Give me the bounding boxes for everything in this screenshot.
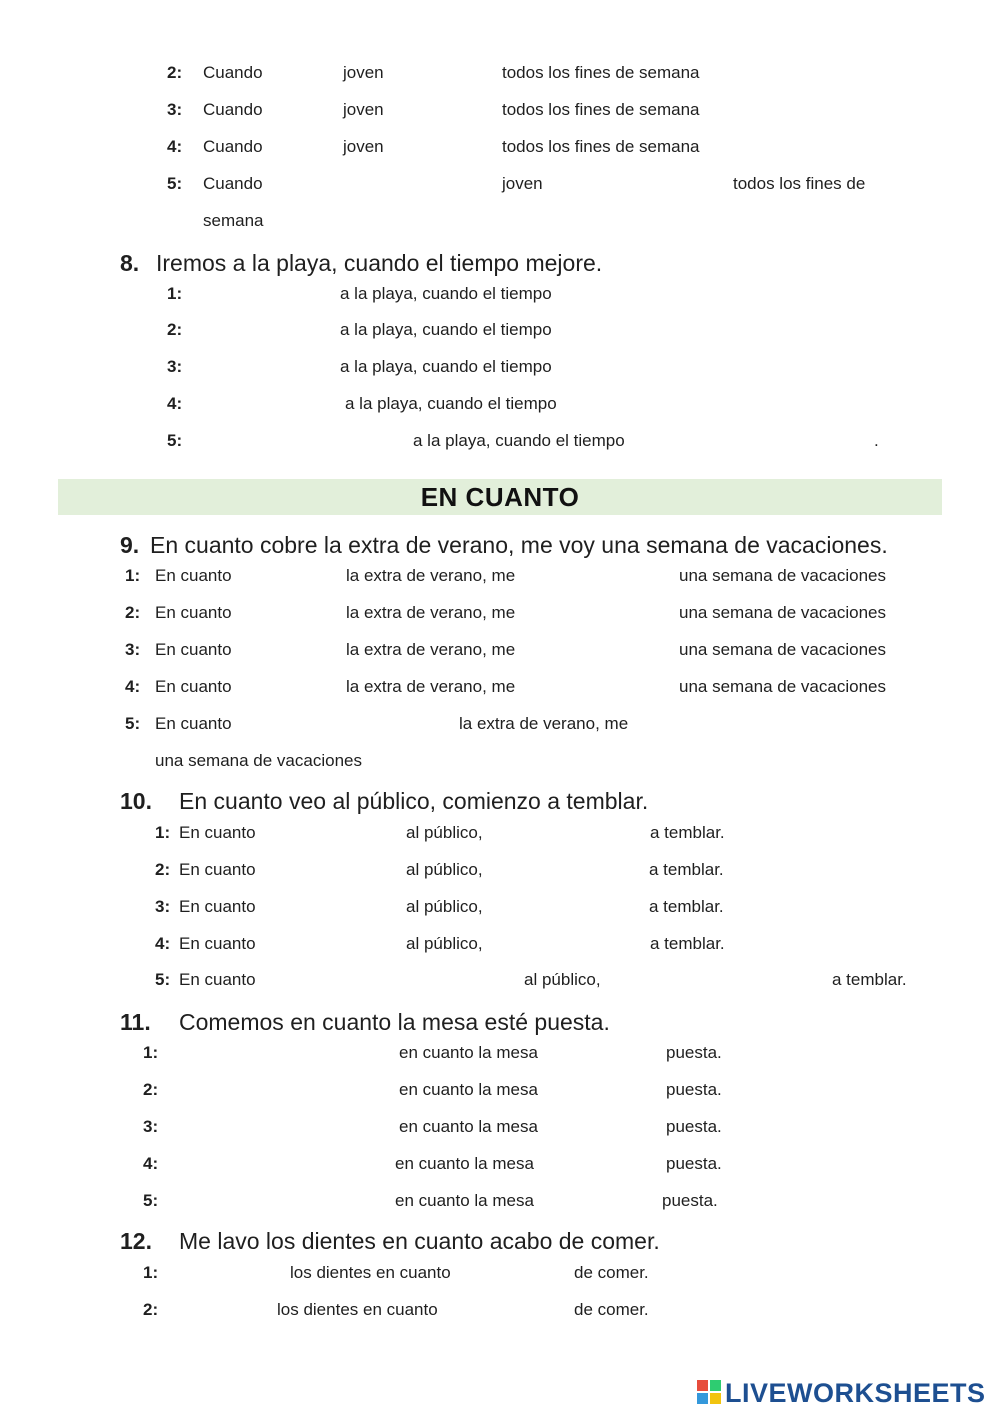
logo-text: LIVEWORKSHEETS [725,1378,986,1408]
answer-input[interactable] [496,858,644,880]
row-text: En cuanto [155,677,232,696]
row-text: a temblar. [650,823,725,842]
answer-input[interactable] [393,61,497,83]
answer-input[interactable] [549,1152,661,1174]
answer-input[interactable] [266,858,400,880]
row-text: de comer. [574,1300,649,1319]
row-text: En cuanto [179,934,256,953]
answer-input[interactable] [242,638,342,660]
answer-input[interactable] [456,1298,568,1320]
row-text: la extra de verano, me [346,603,516,622]
answer-input[interactable] [168,1078,394,1100]
answer-input[interactable] [393,135,497,157]
row-text: todos los fines de [733,174,866,193]
logo-grid-icon [697,1380,721,1404]
row-number: 2: [143,1300,159,1319]
row-number: 5: [155,970,171,989]
row-number: 2: [143,1080,159,1099]
answer-input[interactable] [268,172,498,194]
answer-input[interactable] [614,968,826,990]
row-text: al público, [406,860,483,879]
answer-input[interactable] [192,318,334,340]
row-text: a la playa, cuando el tiempo [340,284,552,303]
answer-input[interactable] [575,282,695,304]
question-sentence: Me lavo los dientes en cuanto acabo de comer. [179,1228,660,1254]
answer-input[interactable] [575,355,695,377]
answer-input[interactable] [266,968,518,990]
row-text: a temblar. [832,970,907,989]
row-text: una semana de vacaciones [155,751,362,770]
answer-input[interactable] [266,932,400,954]
row-text: en cuanto la mesa [395,1154,534,1173]
question-number: 9. [120,532,140,558]
row-text: a la playa, cuando el tiempo [413,431,625,450]
row-text: En cuanto [155,603,232,622]
answer-input[interactable] [552,172,728,194]
question-sentence: Iremos a la playa, cuando el tiempo mejore. [156,250,603,276]
answer-input[interactable] [168,1189,390,1211]
row-text: todos los fines de semana [502,63,700,82]
answer-input[interactable] [534,601,674,623]
row-number: 1: [143,1043,159,1062]
row-text: todos los fines de semana [502,100,700,119]
answer-input[interactable] [496,932,644,954]
row-text: una semana de vacaciones [679,677,886,696]
answer-input[interactable] [192,392,338,414]
row-text: la extra de verano, me [346,677,516,696]
row-number: 4: [167,137,183,156]
row-text: en cuanto la mesa [399,1080,538,1099]
question-number: 12. [120,1228,152,1254]
row-text: En cuanto [179,897,256,916]
row-text: En cuanto [179,823,256,842]
answer-input[interactable] [534,564,674,586]
answer-input[interactable] [242,564,342,586]
answer-input[interactable] [575,318,695,340]
question-sentence: En cuanto veo al público, comienzo a temblar. [179,788,649,814]
answer-input[interactable] [168,1115,394,1137]
answer-input[interactable] [168,1152,390,1174]
row-text: En cuanto [155,714,232,733]
row-text: semana [203,211,264,230]
row-text: puesta. [666,1043,722,1062]
answer-input[interactable] [266,821,400,843]
answer-input[interactable] [192,282,334,304]
row-text: puesta. [666,1117,722,1136]
section-banner [58,479,942,515]
row-text: al público, [406,934,483,953]
row-text: al público, [524,970,601,989]
row-number: 2: [125,603,141,622]
answer-input[interactable] [470,1261,568,1283]
row-text: una semana de vacaciones [679,640,886,659]
row-text: de comer. [574,1263,649,1282]
row-text: En cuanto [155,566,232,585]
row-text: a temblar. [649,897,724,916]
row-text: todos los fines de semana [502,137,700,156]
row-text: en cuanto la mesa [395,1191,534,1210]
row-text: a temblar. [650,934,725,953]
row-text: al público, [406,897,483,916]
row-text: puesta. [666,1080,722,1099]
row-text: joven [343,100,384,119]
question-number: 11. [120,1009,151,1035]
question-sentence: Comemos en cuanto la mesa esté puesta. [179,1009,610,1035]
row-number: 3: [125,640,141,659]
row-text: una semana de vacaciones [679,566,886,585]
answer-input[interactable] [580,392,700,414]
question-number: 8. [120,250,140,276]
row-text: en cuanto la mesa [399,1043,538,1062]
row-text: joven [343,137,384,156]
row-text: la extra de verano, me [459,714,629,733]
row-text: en cuanto la mesa [399,1117,538,1136]
row-text: a la playa, cuando el tiempo [340,357,552,376]
section-title: EN CUANTO [420,482,580,512]
row-number: 3: [167,100,183,119]
row-number: 4: [155,934,171,953]
row-text: los dientes en cuanto [277,1300,438,1319]
row-text: Cuando [203,174,263,193]
answer-input[interactable] [648,429,870,451]
answer-input[interactable] [168,1261,284,1283]
row-number: 2: [155,860,171,879]
row-text: una semana de vacaciones [679,603,886,622]
answer-input[interactable] [168,1298,272,1320]
answer-input[interactable] [648,712,898,734]
row-text: al público, [406,823,483,842]
row-number: 1: [125,566,141,585]
answer-input[interactable] [242,601,342,623]
row-number: 4: [167,394,183,413]
row-text: a temblar. [649,860,724,879]
row-number: 3: [155,897,171,916]
answer-input[interactable] [534,675,674,697]
answer-input[interactable] [268,98,338,120]
row-text: a la playa, cuando el tiempo [345,394,557,413]
row-text: Cuando [203,137,263,156]
row-text: a la playa, cuando el tiempo [340,320,552,339]
row-text: Cuando [203,100,263,119]
answer-input[interactable] [242,675,342,697]
row-number: 5: [167,431,183,450]
row-text: los dientes en cuanto [290,1263,451,1282]
row-text: puesta. [662,1191,718,1210]
answer-input[interactable] [553,1115,661,1137]
row-number: 4: [125,677,141,696]
answer-input[interactable] [496,821,644,843]
row-text: puesta. [666,1154,722,1173]
row-number: 5: [167,174,183,193]
row-text: joven [502,174,543,193]
answer-input[interactable] [268,135,338,157]
row-text: la extra de verano, me [346,566,516,585]
answer-input[interactable] [242,712,454,734]
answer-input[interactable] [266,895,400,917]
row-text: En cuanto [179,970,256,989]
row-number: 1: [167,284,183,303]
row-text: En cuanto [155,640,232,659]
answer-input[interactable] [393,98,497,120]
answer-input[interactable] [192,355,334,377]
answer-input[interactable] [192,429,406,451]
row-text: En cuanto [179,860,256,879]
answer-input[interactable] [534,638,674,660]
row-number: 3: [143,1117,159,1136]
row-number: 4: [143,1154,159,1173]
answer-input[interactable] [496,895,644,917]
row-number: 5: [143,1191,159,1210]
row-number: 3: [167,357,183,376]
question-number: 10. [120,788,152,814]
answer-input[interactable] [553,1078,661,1100]
row-text: Cuando [203,63,263,82]
row-number: 1: [155,823,171,842]
answer-input[interactable] [553,1041,661,1063]
answer-input[interactable] [549,1189,657,1211]
answer-input[interactable] [268,61,338,83]
row-number: 5: [125,714,141,733]
row-number: 2: [167,63,183,82]
answer-input[interactable] [168,1041,394,1063]
row-text: joven [343,63,384,82]
question-sentence: En cuanto cobre la extra de verano, me voy una semana de vacaciones. [150,532,888,558]
row-number: 2: [167,320,183,339]
row-text: . [874,431,879,450]
row-text: la extra de verano, me [346,640,516,659]
row-number: 1: [143,1263,159,1282]
